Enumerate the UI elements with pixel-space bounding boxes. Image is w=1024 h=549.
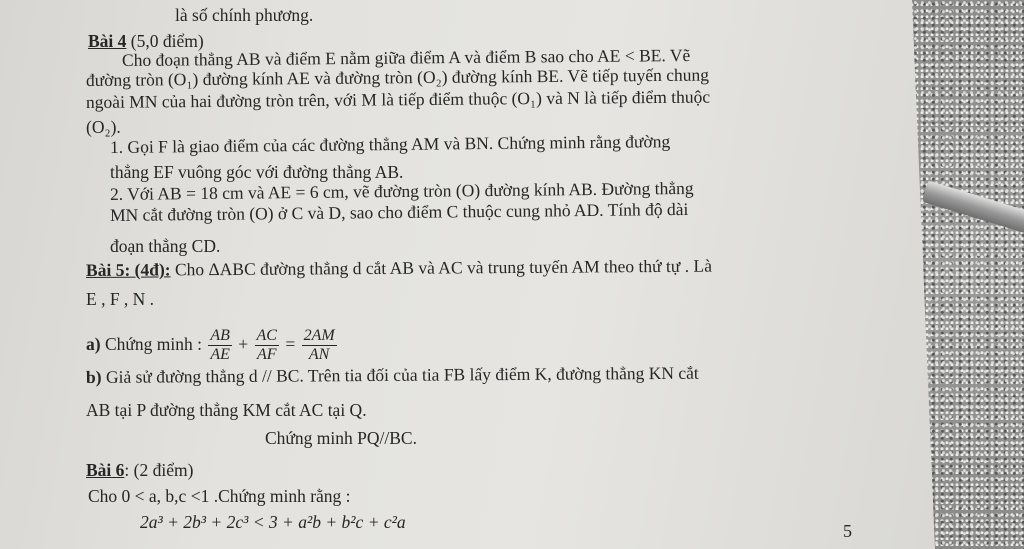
text-line: đường tròn (O₁) đường kính AE và đường tròn (O₂) đường kính BE. Vẽ tiếp tuyến chung: [85, 64, 710, 90]
denominator: AE: [210, 346, 230, 364]
heading-bai-4: [88, 31, 204, 51]
part-label: b): [85, 366, 102, 387]
heading-title: Bài 5: (4đ):: [85, 259, 171, 280]
text-line: Cho đoạn thẳng AB và điểm E nằm giữa điểm A và điểm B sao cho AE < BE. Vẽ: [121, 45, 691, 70]
fraction-ab-ae: [208, 327, 232, 364]
numerator: 2AM: [303, 327, 335, 345]
part-label: a): [86, 334, 101, 354]
heading-points: (5,0 điểm): [126, 31, 204, 51]
inequality: 2a³ + 2b³ + 2c³ < 3 + a²b + b²c + c²a: [140, 512, 406, 532]
text-span: Cho ΔABC đường thẳng d cắt AB và AC và trung tuyến AM theo thứ tự . Là: [170, 255, 712, 280]
text-line: AB tại P đường thẳng KM cắt AC tại Q.: [86, 400, 367, 420]
denominator: AF: [256, 346, 277, 364]
text-line: thẳng EF vuông góc với đường thẳng AB.: [110, 162, 404, 182]
text-line: ngoài MN của hai đường tròn trên, với M là tiếp điểm thuộc (O₁) và N là tiếp điểm thuộc: [85, 86, 711, 112]
fraction-2am-an: [302, 327, 337, 364]
text-line: Cho 0 < a, b,c <1 .Chứng minh rằng :: [88, 486, 351, 506]
heading-points: : (2 điểm): [124, 460, 194, 480]
equals-sign: =: [285, 334, 296, 354]
text-line: (O₂).: [86, 117, 121, 137]
heading-title: Bài 6: [86, 460, 125, 480]
text-line: đoạn thẳng CD.: [110, 236, 221, 256]
text-span: Giả sử đường thẳng d // BC. Trên tia đối của tia FB lấy điểm K, đường thẳng KN cắt: [101, 362, 699, 387]
plus-sign: +: [238, 334, 249, 354]
part-a: [86, 322, 339, 366]
text-line: E , F , N .: [86, 289, 155, 309]
heading-bai-5: [86, 256, 712, 280]
numerator: AB: [210, 327, 230, 345]
fraction-ac-af: [255, 327, 279, 364]
text-line: MN cắt đường tròn (O) ở C và D, sao cho điểm C thuộc cung nhỏ AD. Tính độ dài: [109, 198, 689, 225]
text-line: là số chính phương.: [175, 5, 314, 25]
heading-bai-6: [86, 460, 193, 480]
heading-title: Bài 4: [88, 31, 127, 51]
part-b: [86, 363, 699, 387]
denominator: AN: [308, 346, 330, 364]
text-line: 2. Với AB = 18 cm và AE = 6 cm, vẽ đường tròn (O) đường kính AB. Đường thẳng: [109, 177, 694, 204]
text-line: Chứng minh PQ//BC.: [265, 428, 417, 448]
page-number: 5: [843, 521, 852, 541]
text-span: Chứng minh :: [100, 334, 207, 354]
text-line: 1. Gọi F là giao điểm của các đường thẳng AM và BN. Chứng minh rằng đường: [109, 131, 671, 157]
numerator: AC: [256, 327, 277, 345]
